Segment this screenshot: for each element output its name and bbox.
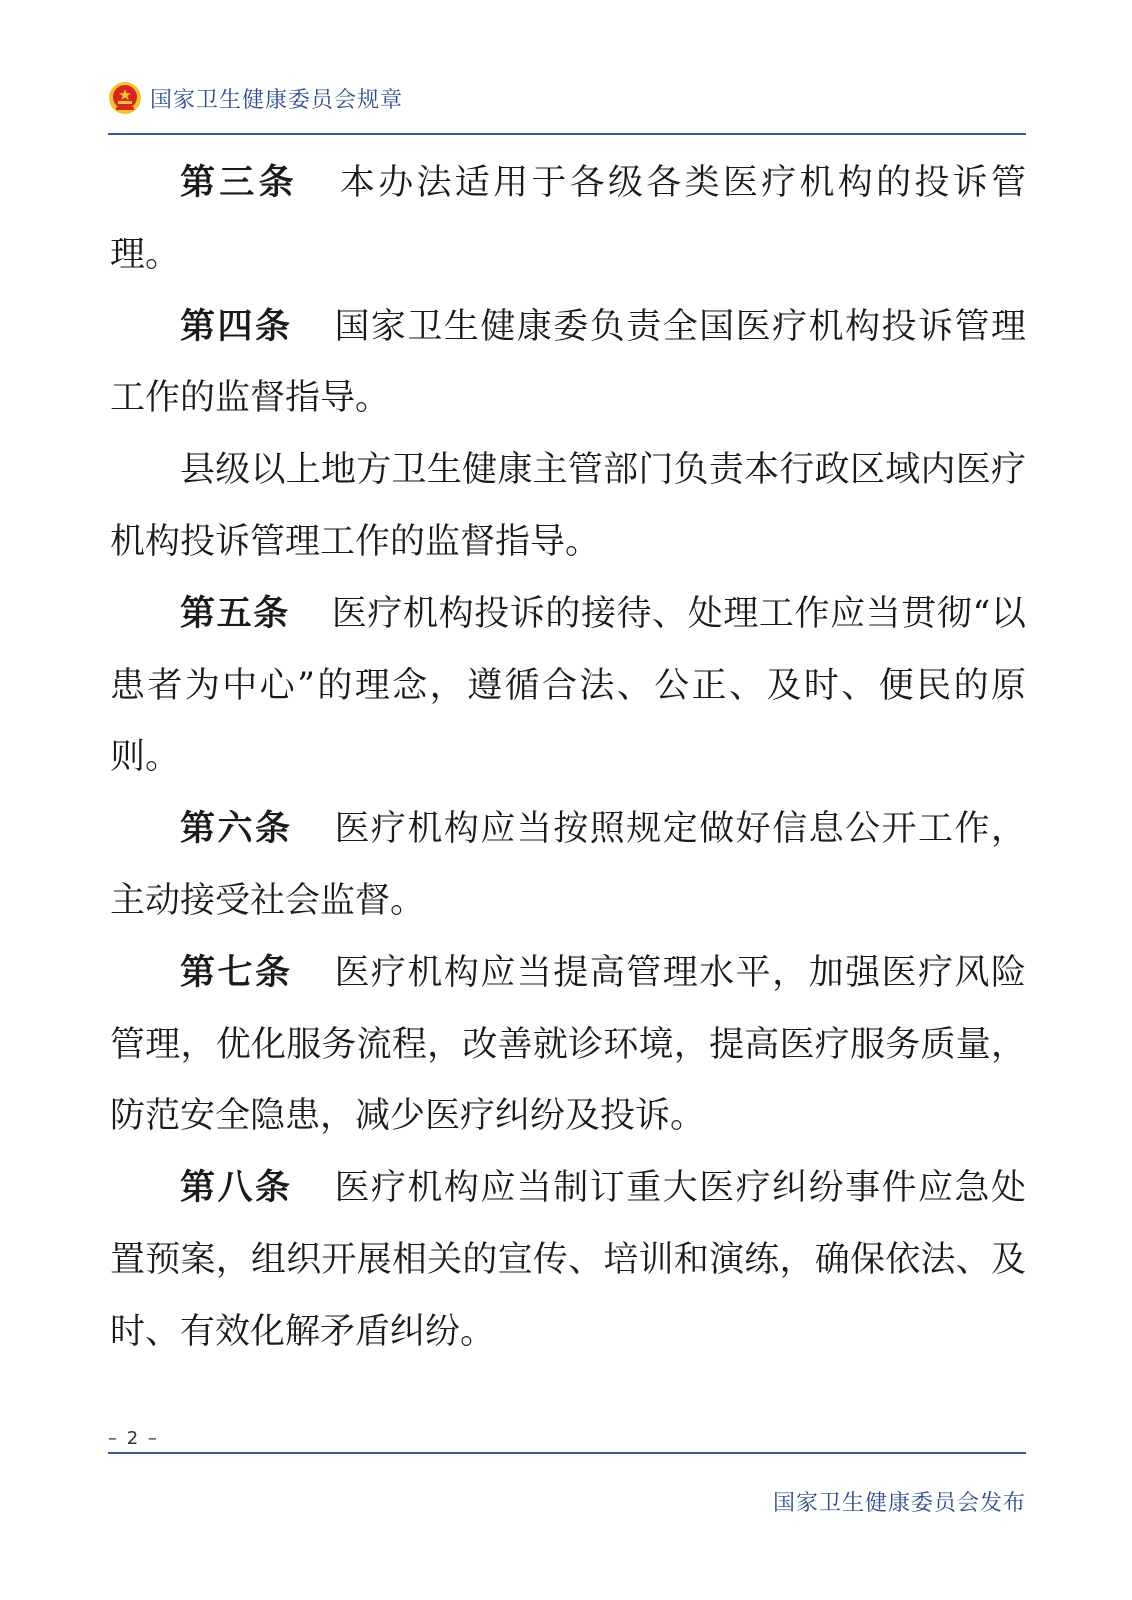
article-8 xyxy=(110,1153,1026,1368)
article-text: 医疗机构应当按照规定做好信息公开工作，主动接受社会监督。 xyxy=(110,809,1026,921)
article-number: 第四条 xyxy=(180,306,293,347)
article-4-paragraph-2 xyxy=(110,435,1026,579)
article-text: 医疗机构应当提高管理水平，加强医疗风险管理，优化服务流程，改善就诊环境，提高医疗服务质量，防范安全隐患，减少医疗纠纷及投诉。 xyxy=(110,952,1026,1137)
article-7 xyxy=(110,938,1026,1153)
page-number: – 2 – xyxy=(108,1428,159,1449)
header-title: 国家卫生健康委员会规章 xyxy=(150,87,404,113)
footer-publisher: 国家卫生健康委员会发布 xyxy=(772,1491,1026,1516)
article-text: 医疗机构投诉的接待、处理工作应当贯彻“以患者为中心”的理念，遵循合法、公正、及时、便民的原则。 xyxy=(110,593,1026,778)
document-body xyxy=(110,148,1026,1369)
article-number: 第八条 xyxy=(180,1168,293,1209)
footer-divider xyxy=(108,1452,1026,1454)
article-number: 第五条 xyxy=(180,593,290,634)
article-text: 县级以上地方卫生健康主管部门负责本行政区域内医疗机构投诉管理工作的监督指导。 xyxy=(110,450,1026,562)
article-text: 医疗机构应当制订重大医疗纠纷事件应急处置预案，组织开展相关的宣传、培训和演练，确保依法、及时、有效化解矛盾纠纷。 xyxy=(110,1168,1026,1352)
header-divider xyxy=(108,133,1026,135)
article-number: 第三条 xyxy=(180,163,298,203)
article-4 xyxy=(110,292,1026,436)
article-text: 本办法适用于各级各类医疗机构的投诉管理。 xyxy=(110,163,1026,275)
article-number: 第七条 xyxy=(180,952,293,993)
national-emblem-icon xyxy=(108,81,142,115)
article-5 xyxy=(110,579,1026,794)
article-6 xyxy=(110,794,1026,938)
article-3 xyxy=(110,148,1026,292)
article-number: 第六条 xyxy=(180,809,293,850)
article-text: 国家卫生健康委负责全国医疗机构投诉管理工作的监督指导。 xyxy=(110,306,1026,419)
page-header xyxy=(108,78,403,118)
